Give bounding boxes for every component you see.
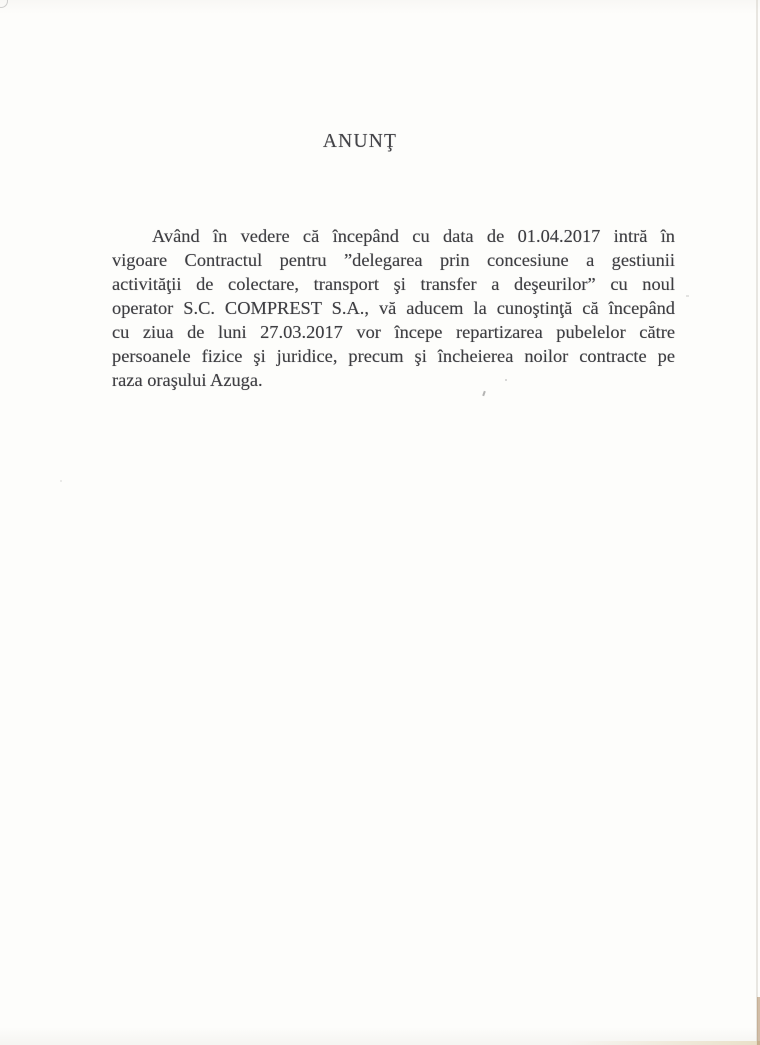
scan-artifact-right-edge-line xyxy=(756,0,758,1045)
scan-artifact-bottom-tan-strip xyxy=(565,1041,760,1045)
scan-artifact-top-edge xyxy=(0,0,760,14)
paragraph-line-2: vigoare Contractul pentru ”delegarea prin concesiune a gestiunii xyxy=(112,250,675,270)
paragraph-line-4: operator S.C. COMPREST S.A., vă aducem la cunoştinţă că începând xyxy=(112,298,675,318)
paragraph-line-6: persoanele fizice şi juridice, precum şi încheierea noilor contracte pe xyxy=(112,346,675,366)
announcement-paragraph xyxy=(112,224,675,392)
paragraph-line-3: activităţii de colectare, transport şi transfer a deşeurilor” cu noul xyxy=(112,274,675,294)
paragraph-line-5: cu ziua de luni 27.03.2017 vor începe repartizarea pubelelor către xyxy=(112,322,675,342)
scan-speck xyxy=(505,379,507,381)
paragraph-line-7: raza oraşului Azuga. xyxy=(112,370,263,390)
paragraph-line-1: Având în vedere că începând cu data de 01.04.2017 intră în xyxy=(152,226,675,246)
scan-speck xyxy=(60,480,62,482)
scan-speck xyxy=(686,295,689,297)
document-title: ANUNŢ xyxy=(322,131,398,152)
scan-speck xyxy=(482,391,486,396)
scan-artifact-corner-mark xyxy=(0,0,8,8)
